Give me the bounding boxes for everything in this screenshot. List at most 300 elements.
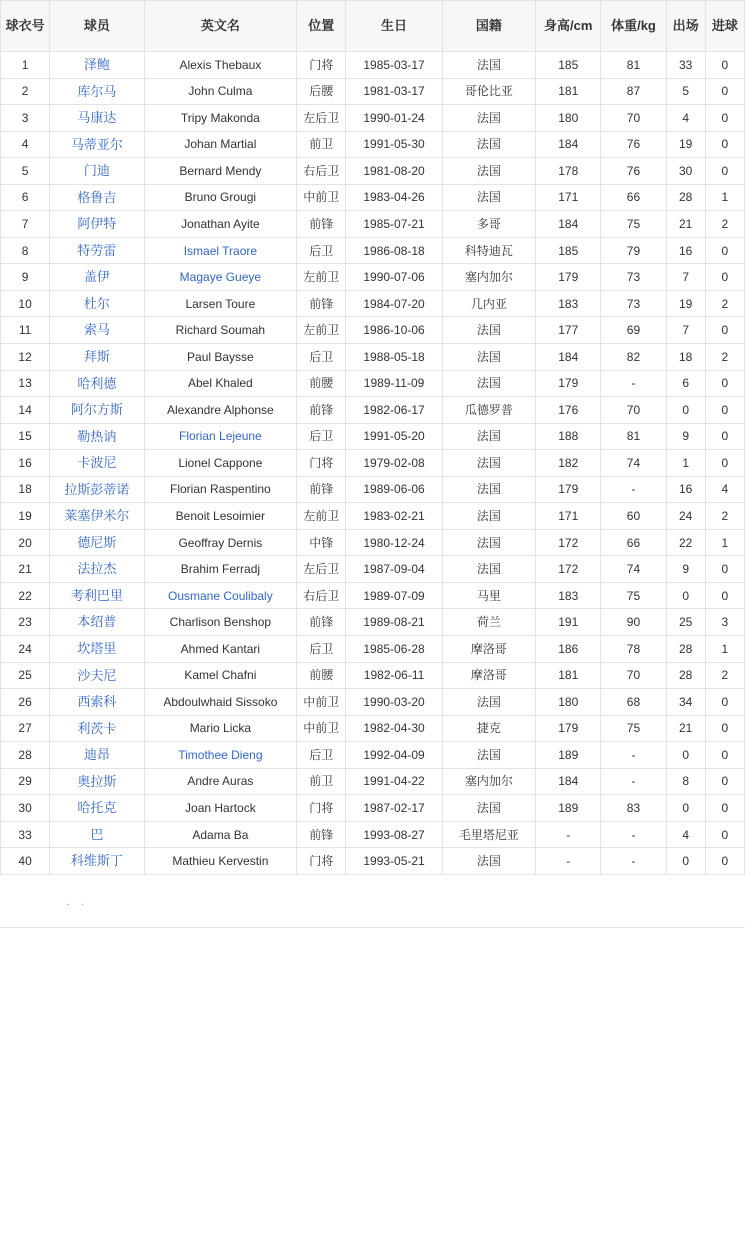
- table-row: [1, 78, 745, 105]
- cell-english-name: [144, 105, 297, 132]
- column-header-shirt-number: 球衣号: [1, 1, 50, 52]
- cell-weight-text: 66: [626, 535, 641, 550]
- cell-shirt-number: [1, 344, 50, 371]
- cell-shirt-number: [1, 78, 50, 105]
- cell-birthday: [346, 237, 442, 264]
- column-header-birthday: 生日: [346, 1, 442, 52]
- table-row: [1, 689, 745, 716]
- cell-height-text: 171: [558, 190, 579, 205]
- cell-shirt-number-text: 2: [21, 84, 29, 99]
- cell-appearances: [666, 821, 705, 848]
- cell-player-name[interactable]: [50, 78, 144, 105]
- cell-english-name: [144, 768, 297, 795]
- cell-appearances-text: 7: [682, 270, 690, 285]
- cell-height: [536, 184, 601, 211]
- cell-player-name-link[interactable]: 哈利德: [77, 375, 117, 391]
- cell-position-text: 后卫: [309, 243, 334, 258]
- cell-goals: [705, 52, 744, 79]
- cell-english-name-text: Charlison Benshop: [169, 615, 272, 630]
- cell-player-name[interactable]: [50, 52, 144, 79]
- cell-goals: [705, 105, 744, 132]
- cell-appearances: [666, 582, 705, 609]
- cell-weight-text: 69: [626, 323, 641, 338]
- table-row: [1, 237, 745, 264]
- cell-position: [297, 609, 346, 636]
- cell-weight-text: 66: [626, 190, 641, 205]
- cell-shirt-number-text: 6: [21, 190, 29, 205]
- cell-player-name[interactable]: [50, 689, 144, 716]
- cell-shirt-number: [1, 821, 50, 848]
- table-row: [1, 848, 745, 875]
- cell-appearances: [666, 476, 705, 503]
- cell-position-text: 前锋: [309, 827, 334, 842]
- cell-goals: [705, 689, 744, 716]
- cell-shirt-number: [1, 795, 50, 822]
- cell-position-text: 后腰: [309, 84, 334, 99]
- cell-weight-text: 70: [626, 402, 641, 417]
- cell-shirt-number: [1, 105, 50, 132]
- cell-nationality-text: 法国: [476, 429, 501, 444]
- cell-player-name-link[interactable]: 杜尔: [83, 295, 110, 311]
- cell-english-name-text: Bruno Grougi: [184, 190, 257, 205]
- cell-player-name-link[interactable]: 阿尔方斯: [70, 402, 123, 418]
- cell-player-name-link[interactable]: 本绍普: [77, 614, 117, 630]
- cell-weight-text: 68: [626, 694, 641, 709]
- cell-goals-text: 1: [721, 190, 729, 205]
- cell-appearances: [666, 795, 705, 822]
- cell-player-name-link[interactable]: 拜斯: [83, 349, 110, 365]
- cell-english-name-link[interactable]: Timothee Dieng: [178, 747, 263, 762]
- cell-english-name-text: Paul Baysse: [187, 349, 254, 364]
- cell-nationality: [442, 237, 535, 264]
- cell-player-name-link[interactable]: 卡波尼: [77, 455, 117, 471]
- cell-shirt-number-text: 27: [18, 721, 32, 736]
- cell-english-name-text: Richard Soumah: [175, 323, 266, 338]
- cell-player-name-link[interactable]: 考利巴里: [70, 587, 123, 603]
- cell-position: [297, 105, 346, 132]
- cell-weight: [601, 848, 666, 875]
- cell-shirt-number-text: 7: [21, 216, 29, 231]
- cell-birthday-text: 1991-04-22: [363, 774, 425, 789]
- table-body: [1, 52, 745, 875]
- cell-birthday-text: 1990-07-06: [363, 270, 425, 285]
- cell-player-name-link[interactable]: 德尼斯: [77, 534, 117, 550]
- cell-birthday: [346, 158, 442, 185]
- cell-english-name-text: John Culma: [188, 84, 253, 99]
- cell-height: [536, 423, 601, 450]
- cell-player-name[interactable]: [50, 582, 144, 609]
- cell-english-name[interactable]: [144, 264, 297, 291]
- cell-height: [536, 742, 601, 769]
- cell-shirt-number-text: 33: [18, 827, 32, 842]
- cell-player-name[interactable]: [50, 290, 144, 317]
- cell-goals: [705, 370, 744, 397]
- cell-position-text: 门将: [309, 800, 334, 815]
- cell-birthday-text: 1982-06-11: [363, 668, 425, 683]
- cell-player-name[interactable]: [50, 503, 144, 530]
- cell-appearances-text: 16: [679, 243, 693, 258]
- cell-goals-text: 0: [721, 694, 729, 709]
- cell-weight: [601, 556, 666, 583]
- cell-player-name[interactable]: [50, 397, 144, 424]
- cell-goals-text: 0: [721, 800, 729, 815]
- cell-weight-text: -: [631, 747, 636, 762]
- cell-goals-text: 2: [721, 668, 729, 683]
- cell-shirt-number-text: 40: [18, 854, 32, 869]
- cell-player-name[interactable]: [50, 211, 144, 238]
- cell-english-name: [144, 821, 297, 848]
- cell-shirt-number-text: 20: [18, 535, 32, 550]
- cell-player-name-link[interactable]: 格鲁吉: [77, 189, 117, 205]
- cell-goals-text: 0: [721, 827, 729, 842]
- cell-nationality: [442, 158, 535, 185]
- cell-player-name-link[interactable]: 莱塞伊米尔: [64, 508, 130, 524]
- cell-birthday-text: 1983-02-21: [363, 508, 425, 523]
- cell-shirt-number-text: 14: [18, 402, 32, 417]
- cell-height-text: 176: [558, 402, 579, 417]
- cell-nationality: [442, 317, 535, 344]
- cell-player-name[interactable]: [50, 768, 144, 795]
- cell-height: [536, 821, 601, 848]
- cell-appearances: [666, 662, 705, 689]
- cell-height-text: 180: [558, 694, 579, 709]
- cell-appearances: [666, 52, 705, 79]
- cell-player-name[interactable]: [50, 636, 144, 663]
- cell-nationality: [442, 184, 535, 211]
- cell-weight-text: 82: [626, 349, 641, 364]
- cell-player-name[interactable]: [50, 105, 144, 132]
- cell-position: [297, 317, 346, 344]
- cell-shirt-number-text: 18: [18, 482, 32, 497]
- cell-player-name-link[interactable]: 利茨卡: [77, 720, 117, 736]
- cell-height: [536, 105, 601, 132]
- cell-player-name-link[interactable]: 西索科: [77, 694, 117, 710]
- cell-nationality: [442, 821, 535, 848]
- cell-nationality-text: 法国: [476, 323, 501, 338]
- column-header-appearances: 出场: [666, 1, 705, 52]
- cell-english-name: [144, 450, 297, 477]
- cell-position-text: 中锋: [309, 535, 334, 550]
- cell-player-name[interactable]: [50, 131, 144, 158]
- table-row: [1, 768, 745, 795]
- cell-position-text: 后卫: [309, 429, 334, 444]
- cell-birthday-text: 1991-05-20: [363, 429, 425, 444]
- cell-weight-text: 76: [626, 137, 641, 152]
- cell-shirt-number-text: 5: [21, 163, 29, 178]
- cell-nationality: [442, 795, 535, 822]
- cell-goals-text: 2: [721, 216, 729, 231]
- cell-appearances-text: 1: [682, 455, 690, 470]
- cell-position-text: 门将: [309, 57, 334, 72]
- cell-height: [536, 636, 601, 663]
- cell-birthday-text: 1982-04-30: [363, 721, 425, 736]
- cell-goals-text: 4: [721, 482, 729, 497]
- cell-height-text: 184: [558, 774, 579, 789]
- cell-height: [536, 237, 601, 264]
- cell-shirt-number: [1, 529, 50, 556]
- cell-weight-text: -: [631, 854, 636, 869]
- cell-shirt-number-text: 21: [18, 562, 32, 577]
- cell-shirt-number-text: 13: [18, 376, 32, 391]
- cell-appearances-text: 7: [682, 323, 690, 338]
- cell-player-name[interactable]: [50, 184, 144, 211]
- cell-birthday: [346, 609, 442, 636]
- cell-english-name: [144, 317, 297, 344]
- cell-player-name[interactable]: [50, 476, 144, 503]
- table-row: [1, 476, 745, 503]
- cell-height-text: 191: [558, 615, 579, 630]
- cell-position: [297, 529, 346, 556]
- cell-birthday: [346, 742, 442, 769]
- cell-english-name: [144, 184, 297, 211]
- cell-shirt-number-text: 11: [18, 323, 32, 338]
- cell-birthday: [346, 52, 442, 79]
- cell-goals: [705, 662, 744, 689]
- cell-birthday: [346, 582, 442, 609]
- cell-english-name: [144, 636, 297, 663]
- cell-height-text: 180: [558, 110, 579, 125]
- cell-birthday: [346, 290, 442, 317]
- cell-player-name-link[interactable]: 特劳雷: [77, 242, 117, 258]
- cell-goals-text: 1: [721, 641, 729, 656]
- cell-shirt-number-text: 9: [21, 270, 29, 285]
- cell-appearances: [666, 397, 705, 424]
- cell-appearances: [666, 344, 705, 371]
- cell-birthday-text: 1990-03-20: [363, 694, 425, 709]
- cell-height-text: 185: [558, 243, 579, 258]
- cell-height: [536, 317, 601, 344]
- cell-player-name-link[interactable]: 门迪: [83, 163, 110, 179]
- cell-height: [536, 131, 601, 158]
- cell-shirt-number-text: 28: [18, 747, 32, 762]
- cell-nationality: [442, 264, 535, 291]
- cell-player-name[interactable]: [50, 317, 144, 344]
- cell-player-name-link[interactable]: 奥拉斯: [77, 773, 117, 789]
- cell-english-name-text: Bernard Mendy: [179, 163, 262, 178]
- cell-player-name-link[interactable]: 坎塔里: [77, 641, 117, 657]
- cell-player-name[interactable]: [50, 370, 144, 397]
- cell-english-name-link[interactable]: Ismael Traore: [183, 243, 258, 258]
- cell-player-name-link[interactable]: 泽鲍: [83, 57, 110, 72]
- cell-player-name[interactable]: [50, 609, 144, 636]
- table-row: [1, 529, 745, 556]
- cell-weight-text: 74: [626, 455, 641, 470]
- column-header-english-name: 英文名: [144, 1, 297, 52]
- cell-nationality: [442, 52, 535, 79]
- cell-goals: [705, 158, 744, 185]
- cell-nationality-text: 荷兰: [476, 615, 501, 630]
- table-row: [1, 662, 745, 689]
- cell-birthday-text: 1990-01-24: [363, 110, 425, 125]
- cell-appearances-text: 9: [682, 429, 690, 444]
- cell-shirt-number: [1, 158, 50, 185]
- cell-player-name-link[interactable]: 科维斯丁: [70, 853, 123, 869]
- cell-birthday: [346, 503, 442, 530]
- cell-goals: [705, 476, 744, 503]
- cell-english-name-text: Geoffray Dernis: [178, 535, 263, 550]
- cell-weight-text: 81: [626, 429, 641, 444]
- cell-player-name[interactable]: [50, 450, 144, 477]
- cell-player-name-link[interactable]: 巴: [90, 826, 104, 842]
- cell-weight: [601, 344, 666, 371]
- cell-nationality-text: 摩洛哥: [470, 668, 507, 683]
- cell-birthday: [346, 821, 442, 848]
- cell-english-name-text: Jonathan Ayite: [181, 216, 260, 231]
- cell-appearances-text: 28: [679, 668, 693, 683]
- cell-english-name-text: Benoit Lesoimier: [175, 508, 266, 523]
- cell-birthday: [346, 317, 442, 344]
- cell-weight: [601, 476, 666, 503]
- cell-weight: [601, 131, 666, 158]
- cell-birthday-text: 1985-07-21: [363, 216, 425, 231]
- cell-shirt-number: [1, 556, 50, 583]
- cell-player-name[interactable]: [50, 423, 144, 450]
- cell-nationality: [442, 609, 535, 636]
- cell-birthday: [346, 689, 442, 716]
- cell-english-name[interactable]: [144, 423, 297, 450]
- cell-appearances-text: 9: [682, 562, 690, 577]
- cell-height-text: 186: [558, 641, 579, 656]
- cell-player-name-link[interactable]: 拉斯彭蒂诺: [64, 481, 130, 497]
- cell-player-name-link[interactable]: 迪昂: [83, 747, 110, 763]
- cell-weight-text: 70: [626, 668, 641, 683]
- table-header: [1, 1, 745, 52]
- cell-goals: [705, 237, 744, 264]
- cell-birthday: [346, 715, 442, 742]
- cell-shirt-number: [1, 290, 50, 317]
- cell-height-text: 179: [558, 376, 579, 391]
- cell-english-name: [144, 370, 297, 397]
- cell-shirt-number-text: 26: [18, 694, 32, 709]
- cell-birthday: [346, 848, 442, 875]
- cell-goals-text: 0: [721, 323, 729, 338]
- cell-appearances-text: 21: [679, 721, 693, 736]
- cell-position: [297, 582, 346, 609]
- cell-birthday: [346, 344, 442, 371]
- cell-player-name[interactable]: [50, 742, 144, 769]
- cell-player-name[interactable]: [50, 821, 144, 848]
- cell-weight: [601, 450, 666, 477]
- cell-english-name: [144, 78, 297, 105]
- cell-player-name[interactable]: [50, 529, 144, 556]
- table-row: [1, 52, 745, 79]
- cell-player-name-link[interactable]: 哈托克: [77, 800, 117, 816]
- table-row: [1, 450, 745, 477]
- cell-player-name[interactable]: [50, 264, 144, 291]
- cell-weight-text: 81: [626, 57, 641, 72]
- cell-position: [297, 290, 346, 317]
- cell-height-text: 171: [558, 508, 579, 523]
- cell-player-name[interactable]: [50, 556, 144, 583]
- cell-birthday: [346, 529, 442, 556]
- cell-player-name-link[interactable]: 库尔马: [77, 83, 117, 99]
- cell-player-name[interactable]: [50, 715, 144, 742]
- cell-english-name[interactable]: [144, 582, 297, 609]
- cell-shirt-number: [1, 609, 50, 636]
- cell-height-text: 184: [558, 216, 579, 231]
- cell-english-name[interactable]: [144, 742, 297, 769]
- cell-height-text: -: [566, 827, 571, 842]
- cell-birthday: [346, 131, 442, 158]
- cell-english-name-text: Mario Licka: [189, 721, 252, 736]
- cell-player-name-link[interactable]: 法拉杰: [77, 561, 117, 577]
- column-header-position: 位置: [297, 1, 346, 52]
- cell-position: [297, 689, 346, 716]
- cell-english-name-text: Ahmed Kantari: [180, 641, 261, 656]
- cell-appearances: [666, 105, 705, 132]
- cell-player-name-link[interactable]: 沙夫尼: [77, 667, 117, 683]
- cell-nationality: [442, 423, 535, 450]
- cell-player-name-link[interactable]: 马康达: [77, 110, 117, 126]
- cell-player-name[interactable]: [50, 662, 144, 689]
- cell-english-name-link[interactable]: Ousmane Coulibaly: [168, 588, 273, 603]
- cell-weight: [601, 609, 666, 636]
- cell-player-name[interactable]: [50, 795, 144, 822]
- cell-goals-text: 0: [721, 455, 729, 470]
- cell-english-name-link[interactable]: Florian Lejeune: [179, 429, 262, 444]
- cell-player-name-link[interactable]: 马蒂亚尔: [70, 136, 123, 152]
- cell-nationality: [442, 662, 535, 689]
- cell-appearances-text: 30: [679, 163, 693, 178]
- cell-english-name-link[interactable]: Magaye Gueye: [179, 270, 262, 285]
- table-row: [1, 105, 745, 132]
- cell-player-name[interactable]: [50, 344, 144, 371]
- cell-player-name-link[interactable]: 勒热讷: [77, 428, 117, 444]
- cell-birthday: [346, 264, 442, 291]
- cell-nationality-text: 法国: [476, 163, 501, 178]
- column-header-player: 球员: [50, 1, 144, 52]
- cell-nationality-text: 科特迪瓦: [464, 243, 513, 258]
- cell-goals-text: 2: [721, 349, 729, 364]
- cell-player-name[interactable]: [50, 158, 144, 185]
- cell-height-text: 188: [558, 429, 579, 444]
- cell-english-name[interactable]: [144, 237, 297, 264]
- cell-weight: [601, 715, 666, 742]
- cell-player-name[interactable]: [50, 237, 144, 264]
- table-row: [1, 211, 745, 238]
- cell-appearances: [666, 715, 705, 742]
- cell-appearances-text: 34: [679, 694, 693, 709]
- cell-english-name: [144, 476, 297, 503]
- cell-shirt-number: [1, 582, 50, 609]
- cell-player-name-link[interactable]: 阿伊特: [77, 216, 117, 232]
- cell-player-name-link[interactable]: 索马: [83, 322, 110, 338]
- cell-shirt-number-text: 10: [18, 296, 32, 311]
- cell-height-text: 182: [558, 455, 579, 470]
- cell-player-name-link[interactable]: 盖伊: [83, 269, 110, 285]
- cell-shirt-number: [1, 211, 50, 238]
- header-row: [1, 1, 745, 52]
- cell-appearances-text: 24: [679, 508, 693, 523]
- cell-player-name[interactable]: [50, 848, 144, 875]
- column-header-nationality: 国籍: [442, 1, 535, 52]
- table-row: [1, 503, 745, 530]
- cell-weight: [601, 370, 666, 397]
- cell-nationality-text: 法国: [476, 57, 501, 72]
- cell-weight: [601, 52, 666, 79]
- cell-appearances-text: 18: [679, 349, 693, 364]
- cell-height-text: 183: [558, 296, 579, 311]
- cell-birthday: [346, 423, 442, 450]
- cell-weight-text: -: [631, 376, 636, 391]
- cell-weight: [601, 317, 666, 344]
- cell-position-text: 前锋: [309, 402, 334, 417]
- cell-position-text: 前锋: [309, 482, 334, 497]
- cell-height-text: 184: [558, 349, 579, 364]
- cell-weight-text: 70: [626, 110, 641, 125]
- cell-position-text: 后卫: [309, 641, 334, 656]
- cell-height: [536, 529, 601, 556]
